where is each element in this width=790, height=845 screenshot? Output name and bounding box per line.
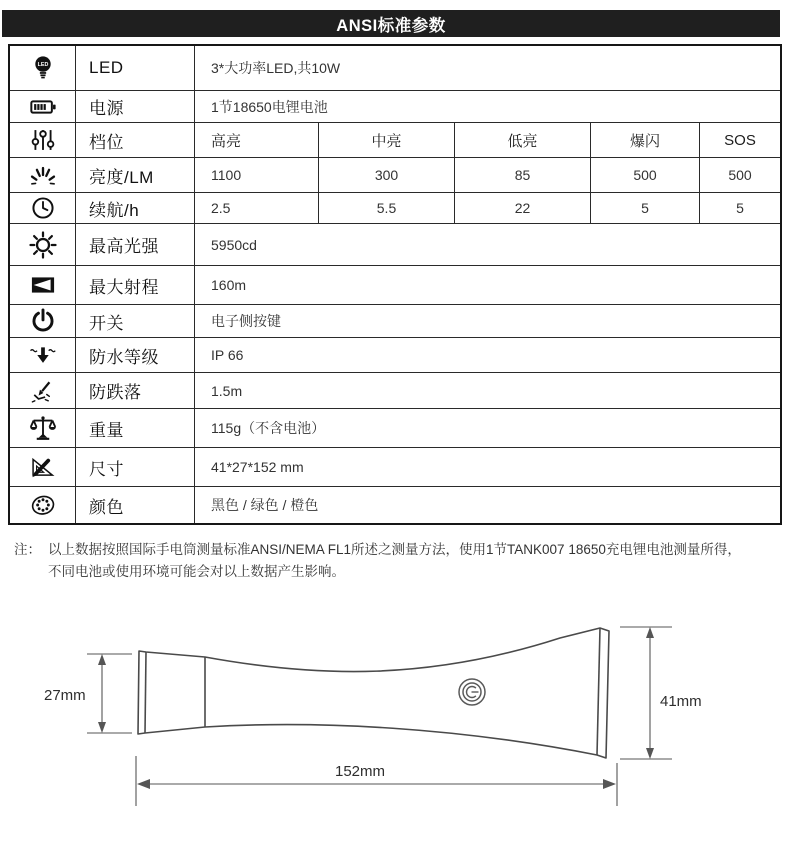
param-value: 5.5 <box>318 193 454 223</box>
param-value: 高亮 <box>194 123 318 157</box>
note-line-2: 不同电池或使用环境可能会对以上数据产生影响。 <box>48 563 345 579</box>
param-value: 160m <box>194 266 780 304</box>
table-row <box>10 192 780 223</box>
param-value: 1.5m <box>194 373 780 408</box>
weight-scale-icon <box>28 413 58 443</box>
dimension-diagram <box>0 608 790 823</box>
param-label: 电源 <box>75 91 194 122</box>
battery-icon <box>29 93 57 121</box>
led-bulb-icon <box>29 54 57 82</box>
icon-cell <box>10 46 75 90</box>
icon-cell <box>10 158 75 192</box>
spec-table <box>8 44 782 525</box>
param-label: 最大射程 <box>75 266 194 304</box>
icon-cell <box>10 448 75 486</box>
param-value: 1节18650电锂电池 <box>194 91 780 122</box>
param-value: 爆闪 <box>590 123 699 157</box>
param-label: 防水等级 <box>75 338 194 372</box>
param-label: 重量 <box>75 409 194 447</box>
flashlight-body <box>138 628 609 758</box>
icon-cell <box>10 123 75 157</box>
icon-cell <box>10 266 75 304</box>
brightness-rays-icon <box>28 161 58 189</box>
icon-cell <box>10 224 75 265</box>
head-height-label: 41mm <box>660 693 702 711</box>
param-value: 2.5 <box>194 193 318 223</box>
table-row <box>10 157 780 192</box>
table-row <box>10 265 780 304</box>
dimensions-icon <box>28 453 58 481</box>
icon-cell <box>10 373 75 408</box>
param-value: 3*大功率LED,共10W <box>194 46 780 90</box>
param-value: 115g（不含电池） <box>194 409 780 447</box>
param-value: 1100 <box>194 158 318 192</box>
table-row <box>10 408 780 447</box>
length-label: 152mm <box>334 763 386 781</box>
param-label: 续航/h <box>75 193 194 223</box>
param-label: 开关 <box>75 305 194 337</box>
param-value: 5 <box>699 193 780 223</box>
param-value: 5950cd <box>194 224 780 265</box>
flashlight-drawing <box>0 608 790 823</box>
param-label: 颜色 <box>75 487 194 523</box>
param-label: 防跌落 <box>75 373 194 408</box>
clock-icon <box>29 194 57 222</box>
param-value: IP 66 <box>194 338 780 372</box>
page-title: ANSI标准参数 <box>336 16 446 35</box>
table-row <box>10 46 780 90</box>
table-row <box>10 90 780 122</box>
waterproof-icon <box>28 341 58 369</box>
table-row <box>10 372 780 408</box>
icon-cell <box>10 193 75 223</box>
param-value: 500 <box>590 158 699 192</box>
icon-cell <box>10 409 75 447</box>
param-label: LED <box>75 46 194 90</box>
svg-text:LED: LED <box>37 62 48 69</box>
impact-resistance-icon <box>29 377 57 405</box>
tail-height-label: 27mm <box>44 687 86 705</box>
note-prefix: 注： <box>14 542 41 557</box>
table-row <box>10 223 780 265</box>
tail-height-dimension <box>87 654 132 733</box>
param-value: 500 <box>699 158 780 192</box>
param-value: 黑色 / 绿色 / 橙色 <box>194 487 780 523</box>
param-label: 最高光强 <box>75 224 194 265</box>
sun-icon <box>28 230 58 260</box>
param-value: 85 <box>454 158 590 192</box>
table-row <box>10 486 780 523</box>
levels-sliders-icon <box>29 126 57 154</box>
title-bar <box>2 10 780 37</box>
param-label: 亮度/LM <box>75 158 194 192</box>
note <box>14 539 776 582</box>
icon-cell <box>10 91 75 122</box>
power-icon <box>29 307 57 335</box>
param-value: 电子侧按键 <box>194 305 780 337</box>
param-value: 中亮 <box>318 123 454 157</box>
param-value: SOS <box>699 123 780 157</box>
param-value: 22 <box>454 193 590 223</box>
param-value: 5 <box>590 193 699 223</box>
icon-cell <box>10 305 75 337</box>
param-label: 档位 <box>75 123 194 157</box>
param-value: 300 <box>318 158 454 192</box>
icon-cell <box>10 487 75 523</box>
icon-cell <box>10 338 75 372</box>
note-line-1: 以上数据按照国际手电筒测量标准ANSI/NEMA FL1所述之测量方法，使用1节TANK007 18650充电锂电池测量所得， <box>48 542 741 557</box>
table-row <box>10 122 780 157</box>
param-value: 41*27*152 mm <box>194 448 780 486</box>
table-row <box>10 337 780 372</box>
side-switch-button <box>459 679 485 705</box>
table-row <box>10 304 780 337</box>
table-row <box>10 447 780 486</box>
color-palette-icon <box>29 491 57 519</box>
param-label: 尺寸 <box>75 448 194 486</box>
note-lines <box>48 539 776 582</box>
beam-distance-icon <box>28 271 58 299</box>
param-value: 低亮 <box>454 123 590 157</box>
